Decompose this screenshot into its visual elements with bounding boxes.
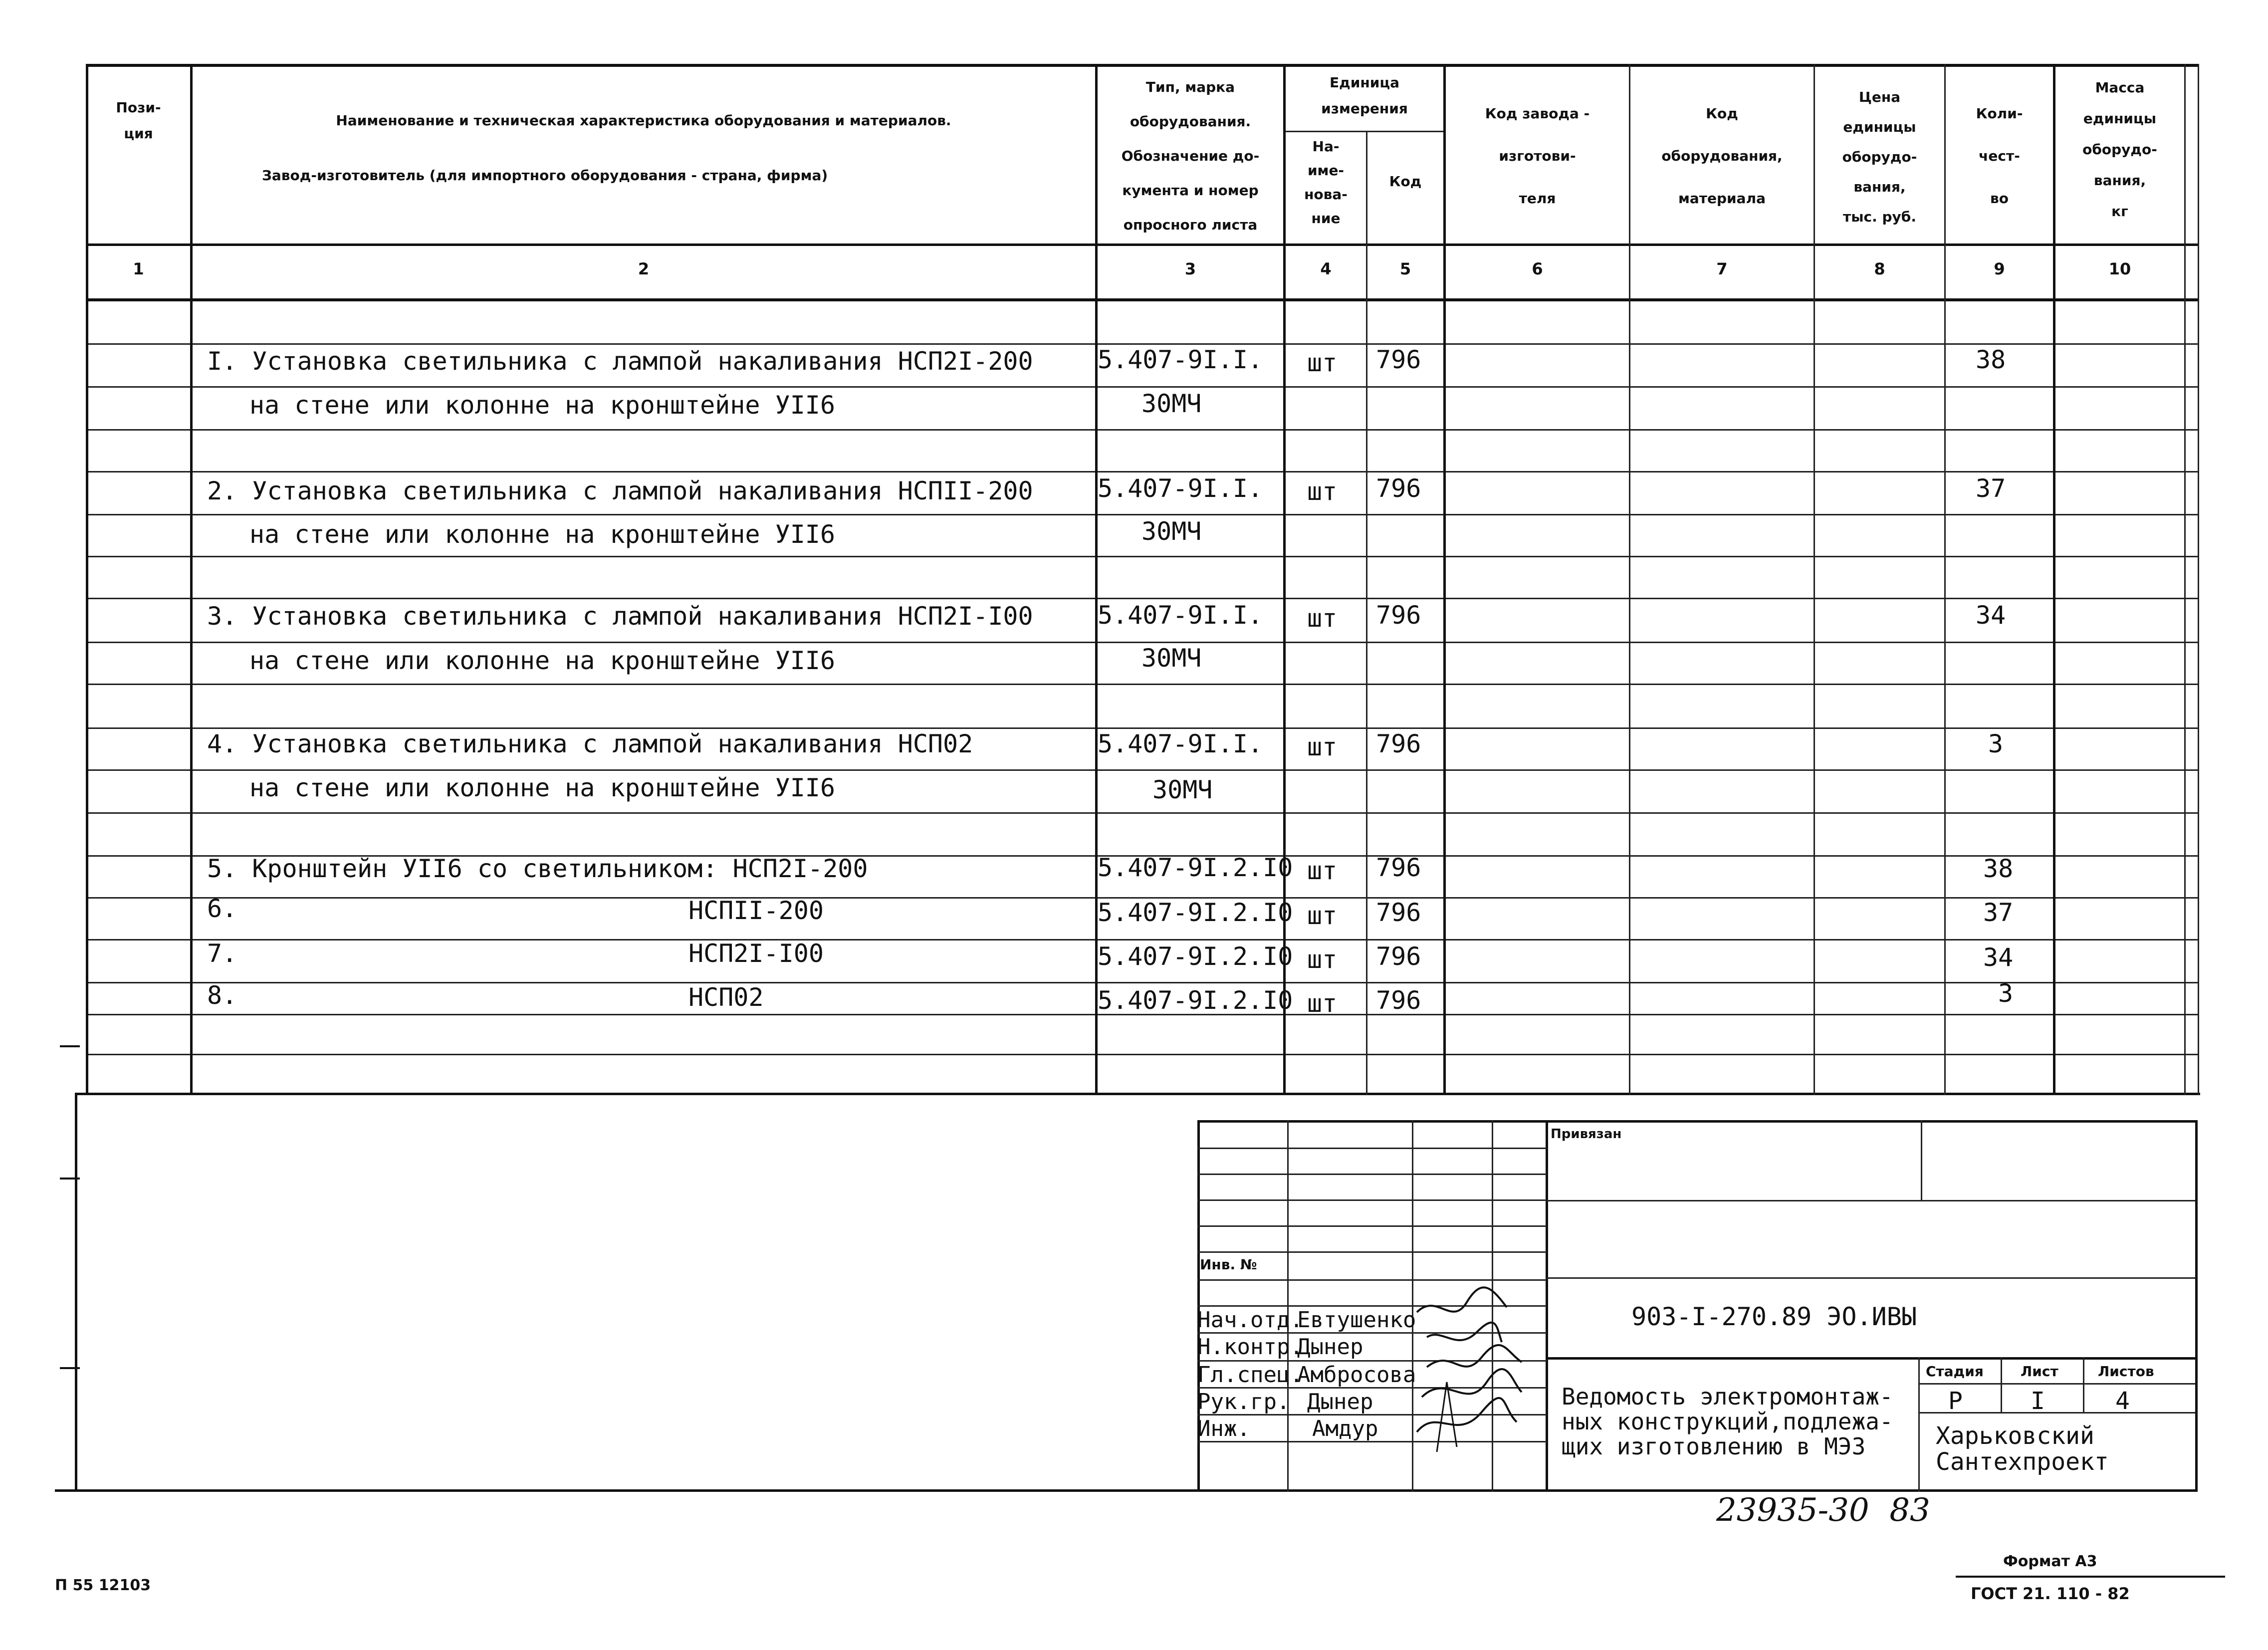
stamp-person: Амбросова: [1297, 1362, 1416, 1388]
stamp-role: Инж.: [1197, 1416, 1250, 1441]
col-number: 8: [1874, 259, 1885, 278]
table-row-qty: 37: [1983, 898, 2014, 927]
table-row-doc: 30МЧ: [1152, 775, 1213, 804]
table-row-name: 2. Установка светильника с лампой накаливания НСПII-200: [207, 476, 1033, 505]
table-row-doc: 5.407-9I.2.I0: [1098, 942, 1293, 971]
header-factory-code: Код завода - изготови- теля: [1485, 105, 1590, 207]
linked-label: Привязан: [1551, 1127, 1622, 1142]
col-number: 2: [638, 259, 650, 278]
stage-value: Р: [1948, 1387, 1963, 1415]
document-designation: 903-I-270.89 ЭО.ИВЫ: [1631, 1302, 1917, 1331]
stamp-person: Евтушенко: [1297, 1307, 1416, 1333]
archive-number: 23935-30 83: [1716, 1492, 1930, 1529]
table-row-name: на стене или колонне на кронштейне УII6: [249, 391, 835, 420]
table-row-unit: шт: [1307, 901, 1338, 930]
header-unit: Единица измерения: [1321, 74, 1408, 117]
table-row-qty: 3: [1998, 979, 2014, 1008]
table-row-qty: 38: [1976, 345, 2006, 374]
table-row-doc: 30МЧ: [1141, 644, 1202, 673]
table-row-num: 7.: [207, 939, 237, 968]
table-row-unit: шт: [1307, 604, 1338, 633]
table-row-name: 5. Кронштейн УII6 со светильником: НСП2I-200: [207, 854, 868, 883]
stamp-role: Рук.гр.: [1197, 1389, 1290, 1414]
table-row-name: на стене или колонне на кронштейне УII6: [249, 646, 835, 675]
table-row-doc: 30МЧ: [1141, 389, 1202, 418]
sheets-value: 4: [2115, 1387, 2130, 1415]
table-row-qty: 34: [1983, 943, 2014, 972]
header-name-line2: Завод-изготовитель (для импортного оборудования - страна, фирма): [262, 167, 828, 184]
col-number: 7: [1716, 259, 1728, 278]
header-type-doc: Тип, марка оборудования. Обозначение до- кумента и номер опросного листа: [1121, 79, 1260, 233]
table-row-name: на стене или колонне на кронштейне УII6: [249, 773, 835, 802]
header-mass: Масса единицы оборудо- вания, кг: [2082, 79, 2157, 220]
margin-tick: [60, 1178, 80, 1179]
stamp-role: Гл.спец.: [1197, 1362, 1303, 1388]
col-number: 1: [133, 259, 144, 278]
organization-line: Харьковский: [1936, 1422, 2094, 1450]
table-row-unit: шт: [1307, 732, 1338, 761]
table-row-doc: 5.407-9I.I.: [1098, 474, 1263, 503]
table-row-unit: шт: [1307, 477, 1338, 506]
table-row-num: 6.: [207, 894, 237, 923]
corner-code: П 55 12103: [55, 1577, 151, 1594]
table-row-code: 796: [1376, 853, 1421, 882]
table-row-doc: 5.407-9I.2.I0: [1098, 986, 1293, 1015]
table-row-subname: НСП2I-I00: [688, 939, 824, 968]
table-row-unit: шт: [1307, 989, 1338, 1018]
table-row-code: 796: [1376, 986, 1421, 1015]
margin-tick: [60, 1367, 80, 1369]
header-price: Цена единицы оборудо- вания, тыс. руб.: [1842, 89, 1917, 225]
sheet-format: Формат А3: [2003, 1553, 2097, 1570]
table-row-code: 796: [1376, 942, 1421, 971]
col-number: 6: [1532, 259, 1543, 278]
table-row-subname: НСП02: [688, 983, 764, 1012]
table-row-qty: 37: [1976, 474, 2006, 503]
stage-label: Стадия: [1926, 1363, 1984, 1380]
stamp-person: Дынер: [1307, 1389, 1373, 1414]
margin-tick: [60, 1045, 80, 1047]
inventory-number-label: Инв. №: [1200, 1256, 1257, 1273]
header-unit-name: На- име- нова- ние: [1304, 138, 1348, 227]
table-row-unit: шт: [1307, 856, 1338, 885]
header-position: Пози- ция: [116, 99, 161, 142]
stamp-person: Дынер: [1297, 1334, 1363, 1360]
header-equipment-code: Код оборудования, материала: [1661, 105, 1783, 207]
table-row-num: 8.: [207, 981, 237, 1010]
table-row-name: на стене или колонне на кронштейне УII6: [249, 520, 835, 549]
table-row-subname: НСПII-200: [688, 896, 824, 925]
gost-standard: ГОСТ 21. 110 - 82: [1971, 1584, 2130, 1603]
table-row-doc: 5.407-9I.2.I0: [1098, 853, 1293, 882]
table-row-doc: 5.407-9I.I.: [1098, 345, 1263, 374]
table-row-name: I. Установка светильника с лампой накаливания НСП2I-200: [207, 347, 1033, 376]
table-row-code: 796: [1376, 729, 1421, 758]
header-quantity: Коли- чест- во: [1976, 105, 2023, 207]
table-row-name: 3. Установка светильника с лампой накаливания НСП2I-I00: [207, 602, 1033, 631]
col-number: 4: [1320, 259, 1332, 278]
table-row-doc: 5.407-9I.I.: [1098, 601, 1263, 630]
document-title-line: Ведомость электромонтаж-: [1562, 1383, 1893, 1410]
stamp-role: Н.контр.: [1197, 1334, 1303, 1360]
document-title-line: ных конструкций,подлежа-: [1562, 1408, 1893, 1435]
organization-line: Сантехпроект: [1936, 1448, 2109, 1476]
table-row-qty: 34: [1976, 601, 2006, 630]
table-row-unit: шт: [1307, 348, 1338, 377]
sheet-value: I: [2031, 1387, 2045, 1415]
table-row-code: 796: [1376, 345, 1421, 374]
table-row-unit: шт: [1307, 945, 1338, 974]
table-row-qty: 3: [1988, 729, 2004, 758]
col-number: 10: [2108, 259, 2131, 278]
stamp-person: Амдур: [1312, 1416, 1378, 1441]
table-row-qty: 38: [1983, 854, 2014, 883]
document-title-line: щих изготовлению в МЭЗ: [1562, 1433, 1866, 1460]
table-row-code: 796: [1376, 601, 1421, 630]
sheet-label: Лист: [2021, 1363, 2058, 1380]
header-name-line1: Наименование и техническая характеристика оборудования и материалов.: [336, 112, 951, 129]
col-number: 5: [1399, 259, 1411, 278]
header-unit-code: Код: [1389, 173, 1422, 190]
table-row-code: 796: [1376, 898, 1421, 927]
col-number: 3: [1184, 259, 1196, 278]
stamp-role: Нач.отд.: [1197, 1307, 1303, 1333]
table-row-doc: 5.407-9I.2.I0: [1098, 898, 1293, 927]
table-row-name: 4. Установка светильника с лампой накаливания НСП02: [207, 729, 973, 758]
signature-scribbles: [1407, 1282, 1537, 1472]
table-row-code: 796: [1376, 474, 1421, 503]
col-number: 9: [1994, 259, 2005, 278]
table-row-doc: 5.407-9I.I.: [1098, 729, 1263, 758]
sheets-label: Листов: [2098, 1363, 2154, 1380]
table-row-doc: 30МЧ: [1141, 517, 1202, 546]
